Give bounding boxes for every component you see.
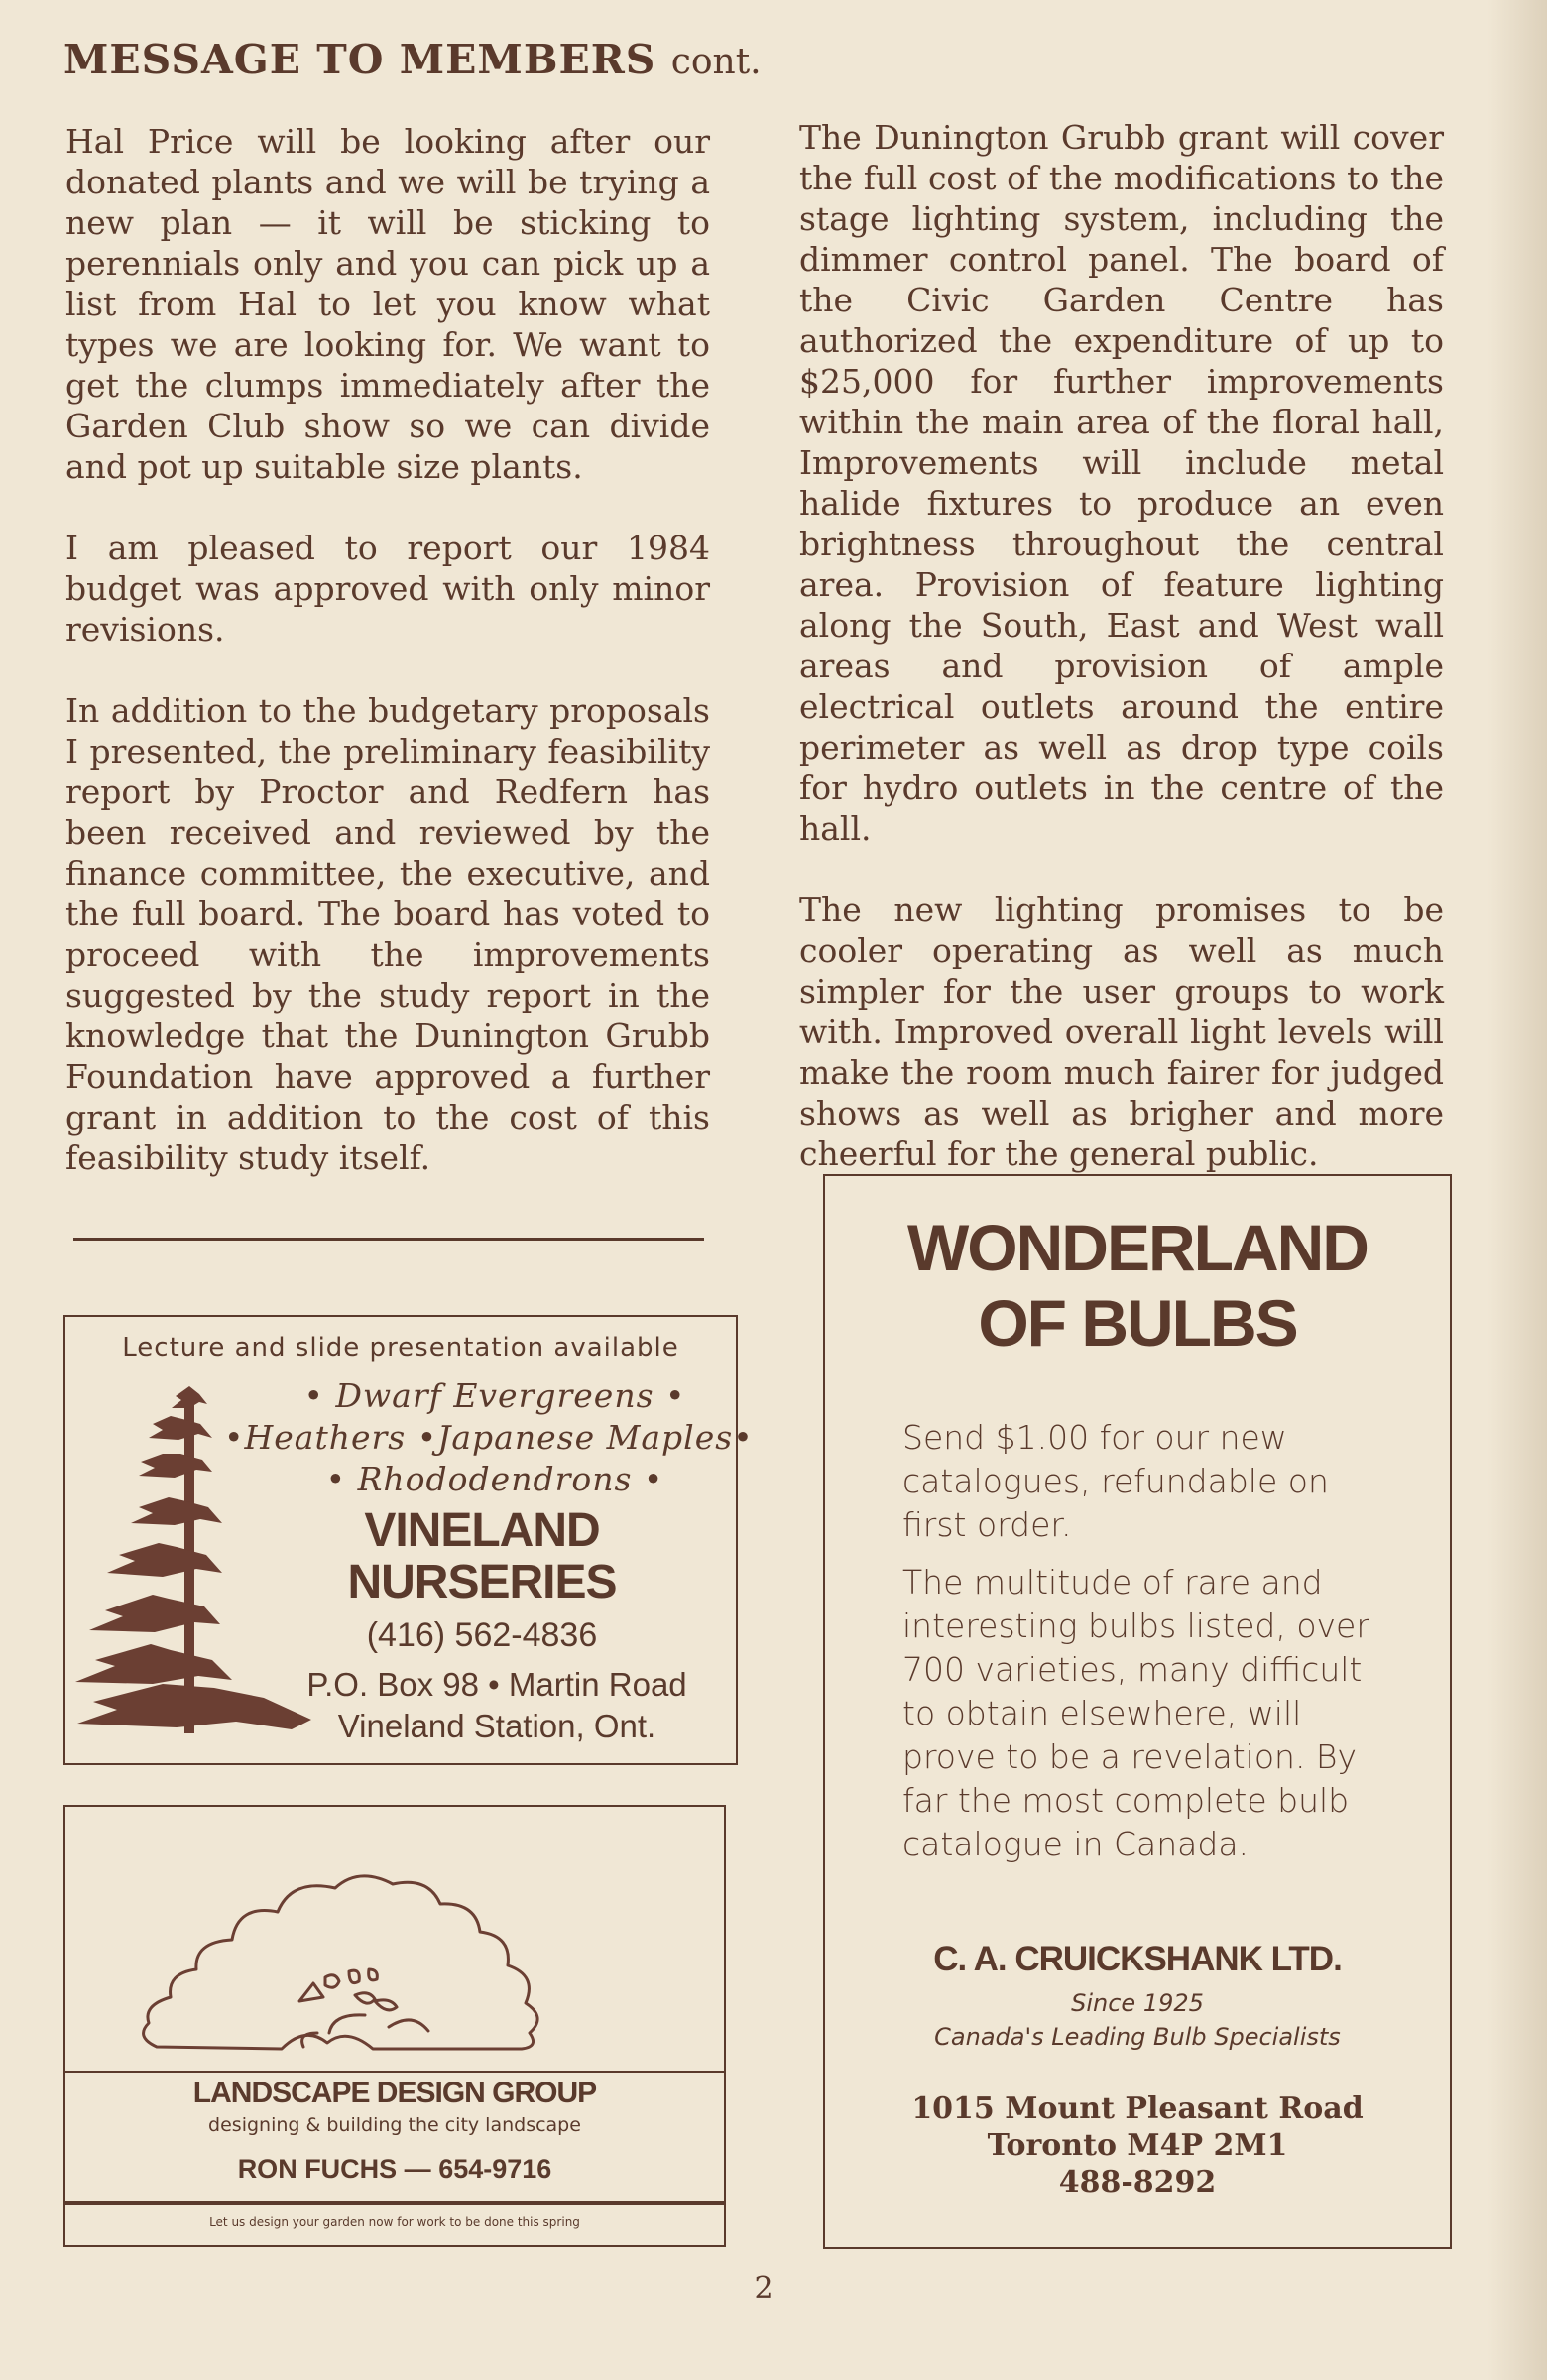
vineland-phone: (416) 562-4836 <box>366 1616 598 1654</box>
vineland-lecture-line: Lecture and slide presentation available <box>122 1333 679 1363</box>
vineland-name-line-1: VINELAND <box>364 1504 600 1557</box>
vineland-address <box>264 1664 730 1747</box>
wonderland-of-bulbs-ad <box>823 1174 1452 2249</box>
landscape-name: LANDSCAPE DESIGN GROUP <box>192 2077 597 2109</box>
wonderland-title <box>825 1210 1450 1361</box>
left-paragraph-3: In addition to the budgetary proposals I presented, the preliminary feasibility report by Proctor and Redfern has been received and reviewed by the finance committee, the executive, and the full board. The board has voted to proceed with the improvements suggested by the study report in the knowledge that the Dunington Grubb Foundation have approved a further grant in addition to the cost of this feasibility study itself. <box>65 691 710 1177</box>
vineland-nurseries-ad <box>63 1315 754 1765</box>
vineland-line-dwarf-evergreens: • Dwarf Evergreens • <box>303 1376 686 1415</box>
vineland-name <box>323 1505 641 1608</box>
right-paragraph-1: The Dunington Grubb grant will cover the full cost of the modifications to the stage lighting system, including the dimmer control panel. The board of the Civic Garden Centre has authorized the expenditure of up to $25,000 for further improvements within the main area of the floral hall, Improvements will include metal halide fixtures to produce an even brightness throughout the central area. Provision of feature lighting along the South, East and West wall areas and provision of ample electrical outlets around the entire perimeter as well as drop type coils for hydro outlets in the centre of the hall. <box>799 118 1444 848</box>
wonderland-phone: 488-8292 <box>1058 2165 1217 2200</box>
landscape-design-group-ad <box>63 1805 726 2247</box>
wonderland-paragraph-2: The multitude of rare and interesting bulbs listed, over 700 varieties, many difficult to obtain elsewhere, will prove to be a revelation. By far the most complete bulb catalogue in Canada. <box>902 1563 1369 1863</box>
landscape-footer: Let us design your garden now for work to be done this spring <box>209 2215 580 2229</box>
wonderland-title-line-2: OF BULBS <box>978 1286 1297 1360</box>
wonderland-company: C. A. CRUICKSHANK LTD. <box>933 1940 1342 1978</box>
heading-title: MESSAGE TO MEMBERS <box>63 36 656 83</box>
wonderland-paragraph-1: Send $1.00 for our new catalogues, refundable on first order. <box>902 1418 1329 1544</box>
wonderland-since: Since 1925 <box>1071 1989 1204 2017</box>
page-heading <box>63 36 762 83</box>
wonderland-address <box>825 2090 1450 2201</box>
wonderland-address-line-2: Toronto M4P 2M1 <box>987 2128 1288 2163</box>
wonderland-slogan: Canada's Leading Bulb Specialists <box>934 2023 1341 2051</box>
vineland-address-line-1: P.O. Box 98 • Martin Road <box>306 1666 687 1703</box>
vineland-line-heathers-maples: •Heathers •Japanese Maples• <box>224 1418 754 1457</box>
vineland-address-line-2: Vineland Station, Ont. <box>337 1708 656 1744</box>
heading-suffix: cont. <box>670 42 762 82</box>
page-edge-shadow <box>1488 0 1547 2380</box>
vineland-name-line-2: NURSERIES <box>347 1556 617 1608</box>
wonderland-title-line-1: WONDERLAND <box>907 1211 1368 1284</box>
right-column <box>799 117 1444 1215</box>
section-divider <box>73 1238 704 1241</box>
tree-canopy-logo-icon <box>65 1807 724 2071</box>
landscape-separator-bottom <box>65 2202 724 2205</box>
left-paragraph-2: I am pleased to report our 1984 budget was approved with only minor revisions. <box>65 529 710 649</box>
left-paragraph-1: Hal Price will be looking after our donated plants and we will be trying a new plan — it will be sticking to perennials only and you can pick up a list from Hal to let you know what types we are looking for. We want to get the clumps immediately after the Garden Club show so we can divide and pot up suitable size plants. <box>65 122 710 486</box>
vineland-line-rhododendrons: • Rhododendrons • <box>325 1460 664 1498</box>
left-column <box>65 121 710 1219</box>
landscape-separator-top <box>65 2071 724 2073</box>
right-paragraph-2: The new lighting promises to be cooler operating as well as much simpler for the user groups to work with. Improved overall light levels will make the room much fairer for judged shows as well as brigher and more cheerful for the general public. <box>799 891 1444 1173</box>
page-number: 2 <box>754 2271 774 2306</box>
landscape-contact: RON FUCHS — 654-9716 <box>237 2154 552 2184</box>
landscape-tagline: designing & building the city landscape <box>208 2114 581 2136</box>
wonderland-address-line-1: 1015 Mount Pleasant Road <box>911 2091 1364 2126</box>
